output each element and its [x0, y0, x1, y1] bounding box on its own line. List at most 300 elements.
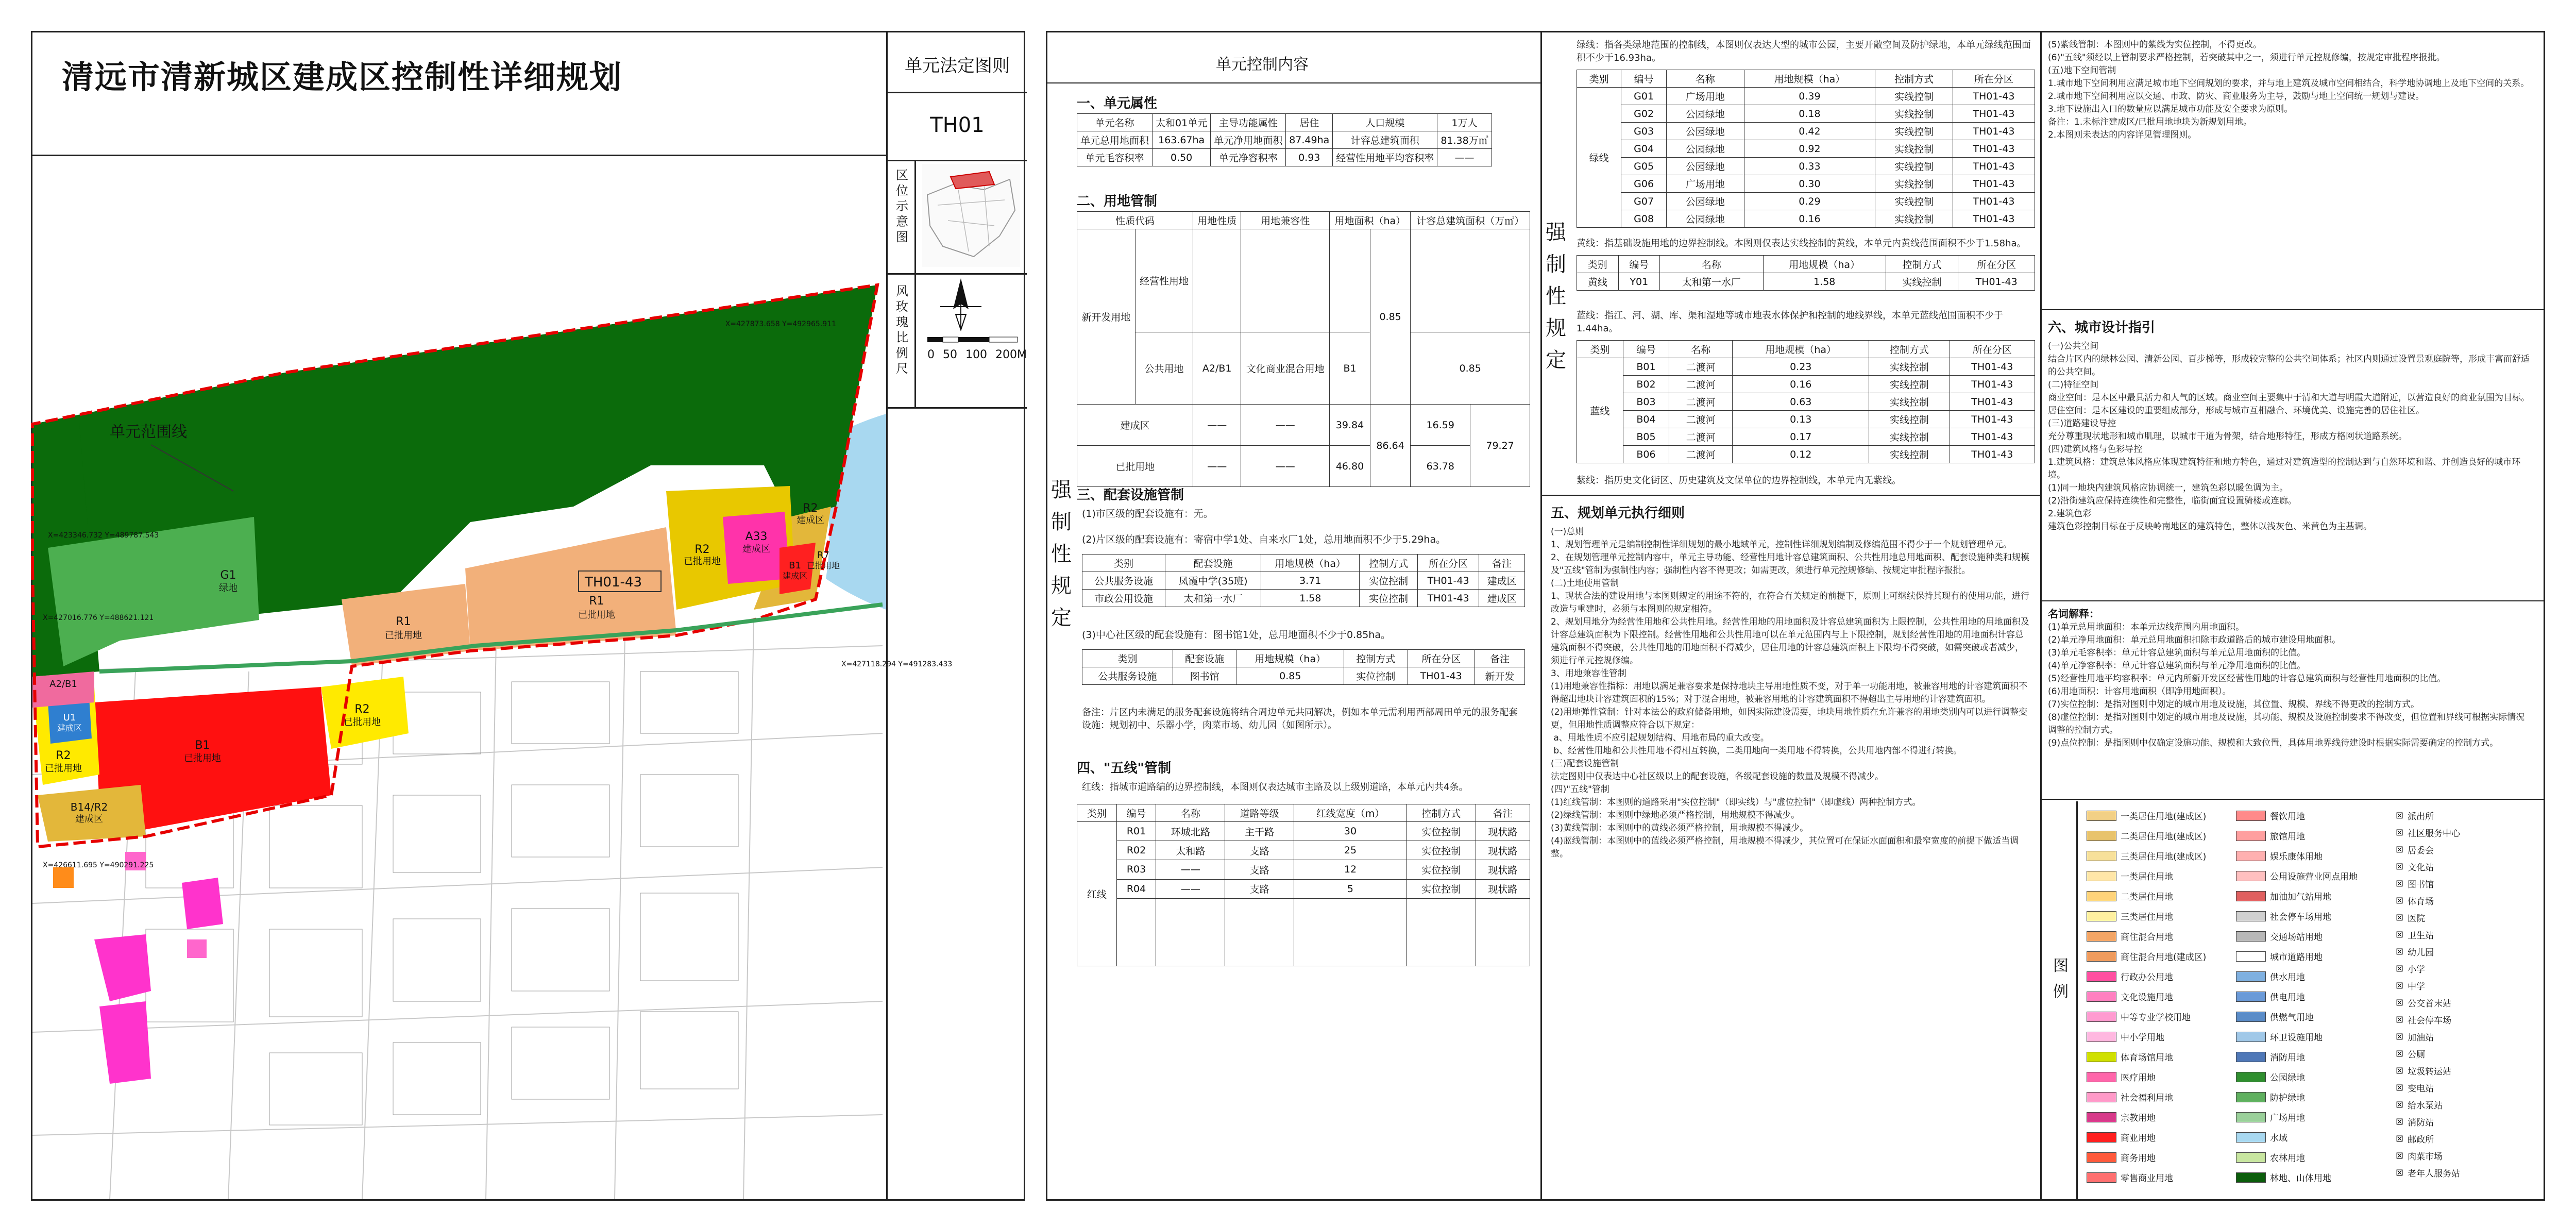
- table-row: [1077, 149, 1492, 166]
- scale-tick: 50: [943, 348, 957, 361]
- table-cell: 单元名称: [1077, 114, 1153, 131]
- legend-swatch: [2236, 831, 2266, 841]
- legend-label: 派出所: [2408, 812, 2434, 822]
- legend-label: 零售商业用地: [2121, 1173, 2173, 1184]
- table-cell: TH01-43: [1408, 667, 1475, 685]
- table-row: [1577, 393, 2035, 411]
- parcel-name: 建成区: [742, 544, 770, 555]
- legend-item: [2087, 1050, 2173, 1063]
- table-row: [1077, 879, 1530, 898]
- table-header: 用地规模（ha）: [1733, 341, 1869, 358]
- table-header: 用地规模（ha）: [1744, 70, 1875, 88]
- table-cell: 0.33: [1744, 158, 1875, 175]
- facility-symbol-icon: ⊠: [2396, 1065, 2404, 1076]
- table-header: 名称: [1660, 256, 1764, 273]
- legend-label: 三类居住用地: [2121, 912, 2173, 922]
- legend-item: [2087, 1171, 2173, 1184]
- table-header: 所在分区: [1408, 650, 1475, 667]
- table-cell: 0.50: [1153, 149, 1211, 166]
- legend-title: 图例: [2053, 957, 2069, 1001]
- legend-swatch: [2236, 1052, 2266, 1062]
- table-header: 计容总建筑面积（万㎡）: [1411, 212, 1530, 229]
- legend-label: 中学: [2408, 982, 2426, 992]
- table-cell: B05: [1623, 428, 1669, 446]
- table-cell: 0.30: [1744, 175, 1875, 193]
- sidebar-divider: [888, 407, 1027, 409]
- table-cell: [1156, 898, 1225, 966]
- parcel-name: 建成区: [57, 723, 82, 733]
- facility-symbol-icon: ⊠: [2396, 1031, 2404, 1042]
- facility-symbol-icon: ⊠: [2396, 1014, 2404, 1025]
- legend-item: [2236, 990, 2305, 1003]
- table-cell: 单元总用地面积: [1077, 131, 1153, 149]
- table-cell: 二渡河: [1669, 428, 1733, 446]
- table-cell: [1411, 229, 1530, 332]
- table-cell: 黄线: [1577, 273, 1619, 291]
- table-cell: 实线控制: [1875, 88, 1953, 105]
- legend-swatch: [2236, 871, 2266, 881]
- table-cell: TH01-43: [1950, 358, 2035, 376]
- table-row: [1082, 555, 1525, 572]
- table-cell: TH01-43: [1953, 88, 2035, 105]
- table-row: [1577, 140, 2035, 158]
- table-row: [1077, 446, 1530, 487]
- facility-symbol-icon: ⊠: [2396, 1133, 2404, 1144]
- legend-item: [2087, 1010, 2191, 1023]
- table-row: [1082, 667, 1525, 685]
- table-cell: G02: [1621, 105, 1667, 123]
- table-cell: 支路: [1225, 860, 1294, 879]
- table-cell: 0.93: [1286, 149, 1333, 166]
- table-header: 名称: [1669, 341, 1733, 358]
- legend-symbol-item: [2396, 1081, 2434, 1094]
- table-row: [1577, 358, 2035, 376]
- coordinate-label: [48, 531, 159, 540]
- table-cell: 39.84: [1330, 405, 1370, 446]
- legend-label: 医院: [2408, 914, 2426, 924]
- parcel-code: R2: [803, 502, 818, 515]
- table-cell: G03: [1621, 123, 1667, 140]
- table-cell: G07: [1621, 193, 1667, 210]
- legend-item: [2236, 1151, 2305, 1164]
- legend-swatch: [2236, 1132, 2266, 1143]
- legend-label: 老年人服务站: [2408, 1169, 2461, 1179]
- table-cell: TH01-43: [1418, 572, 1479, 590]
- table-cell: 25: [1294, 841, 1407, 860]
- legend-label: 公用设施营业网点用地: [2270, 872, 2358, 882]
- legend-item: [2236, 1131, 2287, 1144]
- table-cell: ——: [1241, 405, 1330, 446]
- facility-marker: [187, 939, 207, 958]
- table-cell: 46.80: [1330, 446, 1370, 487]
- table-cell: 太和第一水厂: [1660, 273, 1764, 291]
- legend-item: [2087, 950, 2206, 963]
- plan-title: 清远市清新城区建成区控制性详细规划: [62, 58, 623, 96]
- blue-line-rows: [1577, 358, 2035, 463]
- legend-label: 社会福利用地: [2121, 1093, 2173, 1103]
- legend-symbol-item: [2396, 945, 2434, 958]
- table-header: 类别: [1082, 650, 1173, 667]
- table-cell: 凤霞中学(35班): [1165, 572, 1261, 590]
- red-line-table: [1077, 804, 1530, 966]
- legend-swatch: [2087, 992, 2116, 1002]
- legend-swatch: [2087, 1032, 2116, 1042]
- sidebar-divider: [888, 92, 1027, 93]
- legend-symbol-item: [2396, 1064, 2451, 1077]
- facility-remark: 备注：片区内未满足的服务配套设施将结合周边单元共同解决，例如本单元需利用西部周田单元的服务配套设施：规划初中、乐器小学，肉菜市场、幼儿园（如图所示）。: [1082, 707, 1518, 731]
- legend-label: 交通场站用地: [2270, 932, 2323, 943]
- table-header: 编号: [1623, 341, 1669, 358]
- table-row: [1077, 860, 1530, 879]
- legend-item: [2087, 1090, 2173, 1103]
- legend-label: 二类居住用地: [2121, 892, 2173, 902]
- table-cell: 广场用地: [1667, 175, 1744, 193]
- legend-item: [2087, 970, 2173, 983]
- table-cell: 经营性用地: [1135, 229, 1193, 332]
- legend-item: [2087, 829, 2206, 842]
- table-cell: TH01-43: [1418, 590, 1479, 607]
- legend-symbol-item: [2396, 928, 2434, 941]
- legend-item: [2236, 869, 2358, 882]
- table-header: 用地兼容性: [1241, 212, 1330, 229]
- table-cell: R03: [1116, 860, 1156, 879]
- table-header: 配套设施: [1173, 650, 1236, 667]
- parcel-name: 已批用地: [578, 610, 615, 620]
- table-cell: 新开发: [1475, 667, 1524, 685]
- table-header: 控制方式: [1344, 650, 1408, 667]
- table-cell: 实位控制: [1406, 822, 1476, 841]
- terms-title: 名词解释：: [2048, 608, 2099, 620]
- table-cell: TH01-43: [1953, 193, 2035, 210]
- table-header: 备注: [1476, 804, 1530, 822]
- legend-symbol-item: [2396, 860, 2434, 873]
- legend-symbol-item: [2396, 1132, 2434, 1145]
- legend-label: 中等专业学校用地: [2121, 1013, 2191, 1023]
- legend-symbol-item: [2396, 894, 2434, 907]
- legend-label: 公厕: [2408, 1050, 2426, 1060]
- legend-symbol-item: [2396, 1115, 2434, 1128]
- legend-item: [2087, 1070, 2156, 1083]
- legend-symbol-item: [2396, 1047, 2425, 1060]
- table-cell: 经营性用地平均容积率: [1333, 149, 1437, 166]
- legend-label: 文化站: [2408, 863, 2434, 873]
- table-cell: 实线控制: [1875, 158, 1953, 175]
- legend-swatch: [2087, 871, 2116, 881]
- table-cell: 实线控制: [1875, 123, 1953, 140]
- table-cell: 单元净用地面积: [1211, 131, 1286, 149]
- green-line-table: [1577, 70, 2035, 228]
- section-rule: [2042, 309, 2545, 310]
- table-row: [1082, 650, 1525, 667]
- legend-label: 商务用地: [2121, 1153, 2156, 1164]
- facility-symbol-icon: ⊠: [2396, 861, 2404, 872]
- sidebar-divider: [888, 273, 1027, 275]
- table-row: [1577, 273, 2035, 291]
- parcel-code: B14/R2: [70, 801, 108, 813]
- coordinate-text: X=427873.658 Y=492965.911: [725, 320, 836, 328]
- table-cell: [1241, 229, 1330, 332]
- legend-label: 文化设施用地: [2121, 993, 2173, 1003]
- mandatory-vertical-title: 强制性规定: [1051, 478, 1072, 630]
- column-divider: [1540, 31, 1542, 1201]
- scale-tick: 100: [965, 348, 987, 361]
- scale-tick: 0: [927, 348, 935, 361]
- table-header: 用地性质: [1193, 212, 1241, 229]
- legend-label: 肉菜市场: [2408, 1152, 2443, 1162]
- legend-label: 卫生站: [2408, 931, 2434, 941]
- facility-symbol-icon: ⊠: [2396, 1082, 2404, 1093]
- mandatory-vertical-title: 强制性规定: [1546, 221, 1566, 372]
- legend-item: [2087, 930, 2173, 943]
- parcel-name: 已批用地: [344, 717, 381, 728]
- legend-item: [2236, 829, 2305, 842]
- table-cell: 公共用地: [1135, 332, 1193, 405]
- table-cell: 86.64: [1370, 405, 1411, 487]
- table-cell: G01: [1621, 88, 1667, 105]
- table-header: 配套设施: [1165, 555, 1261, 572]
- table-header: 类别: [1077, 804, 1117, 822]
- parcel-code: A33: [745, 530, 768, 543]
- section-facilities: 三、配套设施管制: [1077, 488, 1184, 503]
- table-cell: B1: [1330, 332, 1370, 405]
- table-header: 用地规模（ha）: [1763, 256, 1886, 273]
- legend-label: 中小学用地: [2121, 1033, 2164, 1043]
- table-cell: 公园绿地: [1667, 210, 1744, 228]
- table-cell: R04: [1116, 879, 1156, 898]
- sheet-code: TH01: [930, 113, 985, 137]
- table-cell: TH01-43: [1953, 123, 2035, 140]
- scale-tick: 200M: [995, 348, 1027, 361]
- table-cell: 0.16: [1733, 376, 1869, 393]
- table-cell: 163.67ha: [1153, 131, 1211, 149]
- facility-symbol-icon: ⊠: [2396, 946, 2404, 957]
- legend-label: 垃圾转运站: [2408, 1067, 2452, 1077]
- legend-label: 娱乐康体用地: [2270, 852, 2323, 862]
- table-cell: 实位控制: [1406, 879, 1476, 898]
- table-header: 红线宽度（m）: [1294, 804, 1407, 822]
- table-cell: 绿线: [1577, 88, 1621, 228]
- legend-swatch: [2087, 1092, 2116, 1102]
- table-cell: 二渡河: [1669, 446, 1733, 463]
- legend-label: 社会停车场: [2408, 1016, 2452, 1026]
- table-cell: G08: [1621, 210, 1667, 228]
- table-cell: 已批用地: [1077, 446, 1193, 487]
- table-row: [1577, 210, 2035, 228]
- table-cell: 0.63: [1733, 393, 1869, 411]
- table-cell: 公共服务设施: [1082, 667, 1173, 685]
- facility-symbol-icon: ⊠: [2396, 929, 2404, 940]
- table-cell: 公园绿地: [1667, 123, 1744, 140]
- table-cell: R01: [1116, 822, 1156, 841]
- table-cell: TH01-43: [1953, 105, 2035, 123]
- table-cell: 实线控制: [1869, 358, 1950, 376]
- yellow-line-note: 黄线：指基础设施用地的边界控制线。本图则仅表达实线控制的黄线，本单元内黄线范围面积不少于1.58ha。: [1577, 238, 2026, 249]
- section-unit-attributes: 一、单元属性: [1077, 96, 1158, 111]
- table-cell: 现状路: [1476, 860, 1530, 879]
- table-row: [1577, 341, 2035, 358]
- legend-label: 加油加气站用地: [2270, 892, 2331, 902]
- legend-label: 社会停车场用地: [2270, 912, 2331, 922]
- table-cell: 蓝线: [1577, 358, 1623, 463]
- table-cell: 0.23: [1733, 358, 1869, 376]
- table-cell: 30: [1294, 822, 1407, 841]
- table-header: 用地规模（ha）: [1236, 650, 1344, 667]
- blue-line-note: 蓝线：指江、河、湖、库、渠和湿地等城市地表水体保护和控制的地线界线，本单元蓝线范围面积不少于1.44ha。: [1577, 310, 2003, 334]
- legend-symbol-item: [2396, 1030, 2434, 1043]
- table-header: 用地面积（ha）: [1330, 212, 1411, 229]
- legend-label: 幼儿园: [2408, 948, 2434, 958]
- table-cell: 单元净容积率: [1211, 149, 1286, 166]
- legend-swatch: [2236, 1072, 2266, 1082]
- table-cell: ——: [1437, 149, 1492, 166]
- facility-symbol-icon: ⊠: [2396, 1099, 2404, 1110]
- table-cell: 红线: [1077, 822, 1117, 966]
- table-cell: 广场用地: [1667, 88, 1744, 105]
- legend-label: 城市道路用地: [2270, 952, 2323, 963]
- table-cell: G06: [1621, 175, 1667, 193]
- legend-label: 防护绿地: [2270, 1093, 2305, 1103]
- table-header: 控制方式: [1875, 70, 1953, 88]
- table-cell: 公共服务设施: [1082, 572, 1165, 590]
- table-cell: 0.13: [1733, 411, 1869, 428]
- table-row: [1082, 590, 1525, 607]
- table-cell: 建成区: [1479, 572, 1525, 590]
- legend-item: [2087, 1030, 2164, 1043]
- table-cell: 实线控制: [1869, 411, 1950, 428]
- table-cell: 新开发用地: [1077, 229, 1136, 405]
- coordinate-text: X=427118.294 Y=491283.433: [841, 660, 953, 668]
- table-cell: 二渡河: [1669, 376, 1733, 393]
- legend-swatch: [2087, 811, 2116, 821]
- legend-swatch: [2087, 911, 2116, 921]
- sidebar-divider: [888, 160, 1027, 161]
- land-use-table: [1077, 211, 1530, 487]
- table-row: [1082, 572, 1525, 590]
- legend-item: [2087, 869, 2173, 882]
- table-cell: ——: [1156, 860, 1225, 879]
- table-cell: 现状路: [1476, 822, 1530, 841]
- legend-symbol-item: [2396, 1166, 2460, 1179]
- legend-symbol-item: [2396, 843, 2434, 856]
- table-cell: 实位控制: [1344, 667, 1408, 685]
- facility-symbol-icon: ⊠: [2396, 997, 2404, 1008]
- column-divider: [2040, 31, 2042, 1201]
- legend-item: [2087, 910, 2173, 922]
- parcel-code: A2/B1: [49, 679, 77, 690]
- facility-symbol-icon: ⊠: [2396, 844, 2404, 855]
- table-cell: TH01-43: [1950, 393, 2035, 411]
- attribute-table: [1077, 113, 1492, 166]
- table-row: [1577, 175, 2035, 193]
- legend-swatch: [2236, 811, 2266, 821]
- table-cell: 81.38万㎡: [1437, 131, 1492, 149]
- control-heading: 单元控制内容: [1216, 56, 1309, 74]
- facility-symbol-icon: ⊠: [2396, 963, 2404, 974]
- table-cell: ——: [1241, 446, 1330, 487]
- parcel-code: U1: [63, 712, 76, 723]
- legend-swatch: [2236, 1092, 2266, 1102]
- table-header: 类别: [1577, 70, 1621, 88]
- table-cell: 建成区: [1479, 590, 1525, 607]
- coordinate-text: X=427016.776 Y=488621.121: [43, 614, 154, 622]
- table-row: [1077, 131, 1492, 149]
- table-header: 道路等级: [1225, 804, 1294, 822]
- table-header: 控制方式: [1869, 341, 1950, 358]
- legend-swatch: [2236, 891, 2266, 901]
- parcel-name: 已批用地: [684, 556, 721, 567]
- table-header: 名称: [1667, 70, 1744, 88]
- legend-label: 三类居住用地(建成区): [2121, 852, 2207, 862]
- table-cell: 实线控制: [1869, 428, 1950, 446]
- legend-label: 广场用地: [2270, 1113, 2305, 1123]
- table-cell: 实位控制: [1360, 572, 1418, 590]
- facility-symbol-icon: ⊠: [2396, 980, 2404, 991]
- admin-parcel-a2-b1: [32, 671, 94, 708]
- table-cell: 居住: [1286, 114, 1333, 131]
- table-cell: 0.85: [1370, 229, 1411, 405]
- facility-marker: [53, 867, 74, 888]
- table-row: [1077, 822, 1530, 841]
- facility-symbol-icon: ⊠: [2396, 810, 2404, 821]
- table-header: 备注: [1479, 555, 1525, 572]
- legend-symbol-item: [2396, 911, 2425, 924]
- legend-symbol-item: [2396, 979, 2425, 992]
- table-cell: B06: [1623, 446, 1669, 463]
- legend-swatch: [2236, 992, 2266, 1002]
- table-row: [1077, 405, 1530, 446]
- table-cell: 实线控制: [1869, 393, 1950, 411]
- facility-symbol-icon: ⊠: [2396, 827, 2404, 838]
- table-header: 编号: [1621, 70, 1667, 88]
- table-cell: R02: [1116, 841, 1156, 860]
- table-row: [1577, 105, 2035, 123]
- parcel-code: R2: [354, 703, 370, 716]
- legend-item: [2087, 1111, 2156, 1123]
- location-minimap: [922, 164, 1020, 267]
- table-cell: Y01: [1618, 273, 1660, 291]
- legend-label: 商住混合用地: [2121, 932, 2173, 943]
- table-row: [1077, 841, 1530, 860]
- legend-swatch: [2087, 831, 2116, 841]
- legend-item: [2087, 849, 2206, 862]
- table-cell: 太和路: [1156, 841, 1225, 860]
- legend-label: 消防用地: [2270, 1053, 2305, 1063]
- table-header: 用地规模（ha）: [1261, 555, 1360, 572]
- table-row: [1077, 229, 1530, 332]
- table-row: [1577, 88, 2035, 105]
- table-cell: 实位控制: [1406, 841, 1476, 860]
- table-row: [1577, 256, 2035, 273]
- table-cell: 0.39: [1744, 88, 1875, 105]
- table-header: 控制方式: [1406, 804, 1476, 822]
- table-cell: TH01-43: [1950, 411, 2035, 428]
- rose-label: 风玫瑰比例尺: [896, 284, 908, 376]
- table-cell: 63.78: [1411, 446, 1470, 487]
- table-cell: 现状路: [1476, 879, 1530, 898]
- table-cell: 二渡河: [1669, 411, 1733, 428]
- table-cell: 支路: [1225, 879, 1294, 898]
- sidebar-vdivider: [914, 273, 916, 407]
- sidebar-title: 单元法定图则: [905, 56, 1010, 76]
- legend-swatch: [2236, 971, 2266, 982]
- table-header: 所在分区: [1418, 555, 1479, 572]
- legend-label: 医疗用地: [2121, 1073, 2156, 1083]
- unit-label: TH01-43: [585, 575, 642, 590]
- facility-symbol-icon: ⊠: [2396, 1116, 2404, 1127]
- legend-label: 邮政所: [2408, 1135, 2434, 1145]
- table-cell: TH01-43: [1950, 446, 2035, 463]
- parcel-name: 建成区: [796, 515, 824, 526]
